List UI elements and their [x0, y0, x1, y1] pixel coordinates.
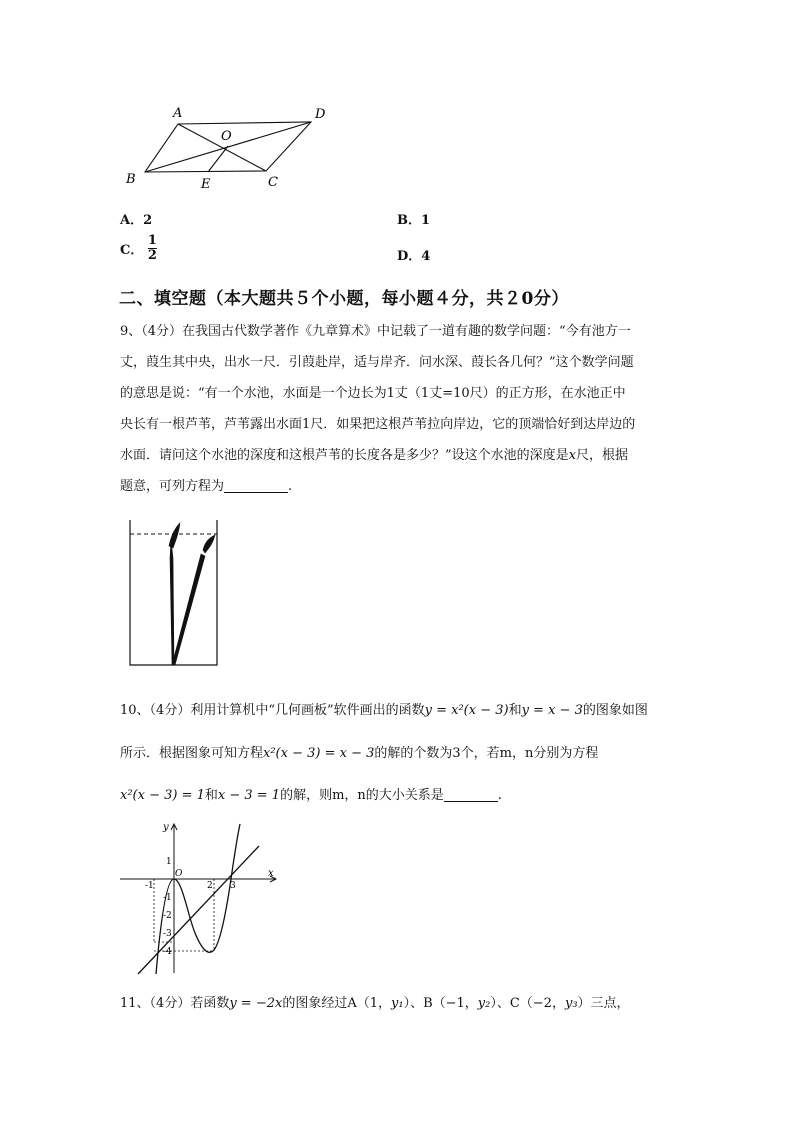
q9-line-4: 央长有一根芦苇，芦苇露出水面1尺．如果把这根芦苇拉向岸边，它的顶端恰好到达岸边的 [120, 417, 636, 432]
function-graph [116, 818, 280, 978]
y-tick-neg2: -2 [163, 911, 172, 921]
option-a-label: A． [120, 213, 144, 228]
label-e: E [201, 177, 211, 192]
label-o: O [221, 129, 232, 144]
q11-point-b: ）、B（−1， [403, 996, 478, 1011]
q9-line-1: 9、（4分）在我国古代数学著作《九章算术》中记载了一道有趣的数学问题：“今有池方一 [120, 324, 631, 339]
q11-y1: y₁ [391, 996, 404, 1011]
q11-y2: y₂ [477, 996, 491, 1011]
q9-line-5 [120, 449, 628, 462]
option-b-value: 1 [421, 213, 431, 228]
option-c-label: C． [120, 243, 144, 258]
option-c-numerator: 1 [147, 233, 157, 248]
q10-equation-3: x − 3 = 1 [217, 788, 281, 803]
parallelogram-figure [118, 102, 338, 197]
q11-func: y = −2x [229, 996, 283, 1011]
linear-line [138, 846, 259, 974]
reed-vertical [170, 540, 174, 665]
label-c: C [268, 175, 278, 190]
q9-line-2: 丈，葭生其中央，出水一尺．引葭赴岸，适与岸齐．问水深、葭长各几何？”这个数学问题 [120, 355, 634, 370]
pond-reed-figure [125, 518, 221, 668]
option-c-fraction [148, 234, 157, 263]
reed-leaning [172, 554, 205, 665]
q10-func-cubic: y = x²(x − 3) [424, 703, 509, 718]
x-tick-2: 2 [207, 881, 213, 891]
reed-tip-vertical [169, 523, 180, 548]
q9-line-3: 的意思是说：“有一个水池，水面是一个边长为1丈（1丈=10尺）的正方形，在水池正中 [120, 386, 626, 401]
q10-answer-blank[interactable] [444, 789, 498, 802]
q11-point-a: 的图象经过A（1， [282, 996, 391, 1011]
q10-line-3-and: 和 [204, 788, 218, 803]
q10-line-2 [120, 747, 598, 760]
option-a [120, 209, 152, 228]
option-d-value: 4 [421, 249, 431, 264]
q10-line-2-text: 所示．根据图象可知方程 [120, 746, 264, 761]
q10-line-1-tail: 的图象如图 [582, 703, 648, 718]
x-tick-neg1: -1 [145, 881, 154, 891]
reed-tip-leaning [203, 535, 215, 553]
y-axis-label: y [163, 822, 169, 833]
q10-line-1-text: 10、（4分）利用计算机中“几何画板”软件画出的函数 [120, 703, 425, 718]
q11-line-1-end: ）三点， [577, 996, 630, 1011]
q10-line-3-end: . [497, 788, 502, 803]
y-tick-neg3: -3 [163, 929, 172, 939]
q9-line-6-text: 题意，可列方程为 [120, 479, 225, 494]
q10-equation-1: x²(x − 3) = x − 3 [263, 746, 375, 761]
option-d-label: D． [397, 249, 422, 264]
q11-y3: y₃ [564, 996, 578, 1011]
y-tick-1: 1 [166, 857, 172, 867]
q9-line-5-tail: 尺，根据 [576, 448, 629, 463]
option-b [397, 209, 430, 228]
x-tick-3: 3 [230, 881, 236, 891]
option-c [120, 234, 157, 263]
q11-line-1-text: 11、（4分）若函数 [120, 996, 230, 1011]
q10-func-linear: y = x − 3 [521, 703, 583, 718]
q9-answer-blank[interactable] [224, 480, 288, 493]
q10-line-2-tail: 的解的个数为3个，若m，n分别为方程 [374, 746, 599, 761]
label-d: D [315, 107, 326, 122]
option-d [397, 245, 430, 264]
label-b: B [126, 172, 136, 187]
q10-line-1-and: 和 [508, 703, 522, 718]
q11-point-c: ）、C（−2， [490, 996, 565, 1011]
option-a-value: 2 [143, 213, 153, 228]
q10-line-1 [120, 704, 648, 717]
y-tick-neg4: -4 [163, 947, 172, 957]
q10-line-3 [120, 789, 502, 802]
q10-equation-2: x²(x − 3) = 1 [120, 788, 205, 803]
option-c-denominator: 2 [147, 248, 157, 263]
q10-line-3-text: 的解，则m，n的大小关系是 [280, 788, 444, 803]
q9-line-6-end: . [288, 479, 293, 494]
x-axis-label: x [268, 868, 274, 879]
q9-line-5-text: 水面．请问这个水池的深度和这根芦苇的长度各是多少？”设这个水池的深度是 [120, 448, 569, 463]
q9-variable-x: x [568, 448, 576, 463]
option-b-label: B． [397, 213, 421, 228]
label-a: A [173, 106, 183, 121]
q9-line-6 [120, 480, 292, 493]
origin-label: O [175, 869, 183, 879]
q11-line-1 [120, 997, 630, 1010]
section-title: 二、填空题（本大题共５个小题，每小题４分，共２0分） [119, 289, 569, 309]
y-tick-neg1: -1 [163, 893, 172, 903]
